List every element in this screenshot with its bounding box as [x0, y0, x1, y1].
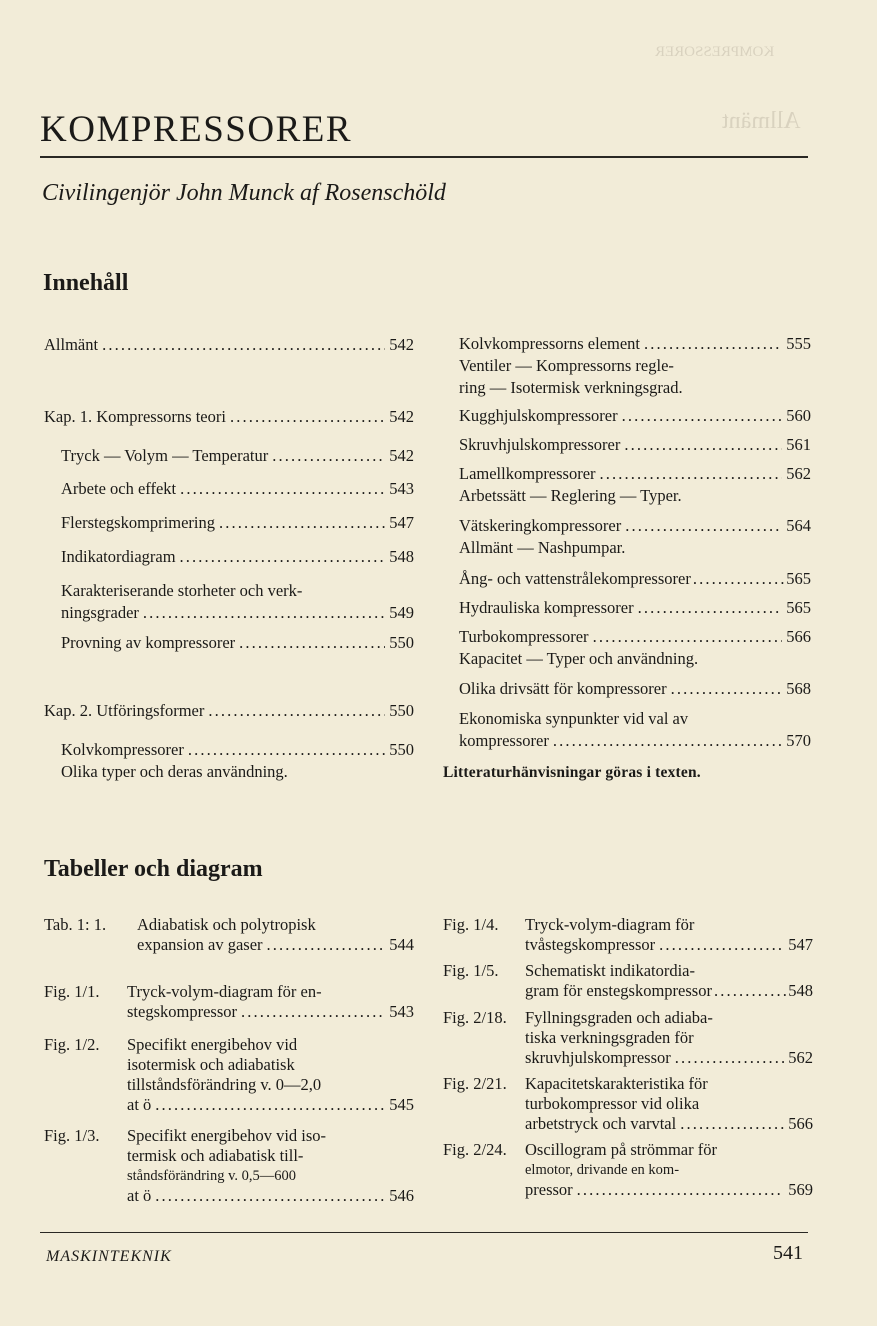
figure-text: Specifikt energibehov vid iso-	[127, 1126, 327, 1145]
author-line: Civilingenjör John Munck af Rosenschöld	[42, 180, 446, 206]
toc-entry	[459, 568, 811, 590]
figure-text: Adiabatisk och polytropisk	[137, 915, 316, 934]
leader-dots	[241, 1002, 385, 1022]
leader-dots	[693, 568, 784, 590]
figure-entry	[443, 1140, 813, 1202]
leader-dots	[622, 405, 783, 427]
toc-entry	[459, 434, 811, 456]
toc-label: Kap. 1. Kompressorns teori	[44, 407, 226, 426]
toc-page: 565	[786, 569, 811, 588]
figure-entry	[443, 961, 813, 1003]
leader-dots	[219, 512, 385, 534]
toc-page: 547	[389, 513, 414, 532]
toc-label: Ång- och vattenstrålekompressorer	[459, 569, 691, 588]
toc-label: Kolvkompressorns element	[459, 334, 641, 353]
figure-entry	[443, 1074, 813, 1136]
figure-entry	[44, 982, 414, 1024]
toc-page: 562	[786, 464, 811, 483]
toc-page: 549	[389, 603, 414, 622]
leader-dots	[593, 626, 783, 648]
toc-subtext: Ventiler — Kompressorns regle-	[459, 356, 674, 375]
figure-text: Schematiskt indikatordia-	[525, 961, 696, 980]
toc-page: 568	[786, 679, 811, 698]
toc-entry	[459, 626, 811, 670]
figure-text: skruvhjulskompressor	[525, 1048, 671, 1067]
figure-text: stegskompressor	[127, 1002, 237, 1021]
toc-label: Karakteriserande storheter och verk-	[61, 581, 303, 600]
toc-page: 570	[786, 731, 811, 750]
figure-label: Fig. 1/3.	[44, 1126, 100, 1145]
toc-page: 564	[786, 516, 811, 535]
leader-dots	[272, 445, 385, 467]
figure-text: at ö	[127, 1186, 152, 1205]
figure-page: 545	[389, 1095, 414, 1114]
toc-page: 542	[389, 335, 414, 354]
toc-entry	[61, 580, 414, 624]
leader-dots	[624, 434, 782, 456]
footer-rule	[40, 1232, 808, 1233]
leader-dots	[675, 1048, 785, 1068]
toc-subtext: Arbetssätt — Reglering — Typer.	[459, 486, 682, 505]
toc-page: 565	[786, 598, 811, 617]
leader-dots	[600, 463, 783, 485]
toc-label: Lamellkompressorer	[459, 464, 596, 483]
figure-text: expansion av gaser	[137, 935, 263, 954]
leader-dots	[680, 1114, 784, 1134]
leader-dots	[638, 597, 783, 619]
leader-dots	[625, 515, 782, 537]
toc-entry	[61, 478, 414, 500]
journal-name: MASKINTEKNIK	[46, 1248, 172, 1265]
figure-text: tillståndsförändring v. 0—2,0	[127, 1075, 322, 1094]
figure-text: elmotor, drivande en kom-	[525, 1162, 680, 1178]
leader-dots	[102, 334, 385, 356]
figure-page: 566	[788, 1114, 813, 1133]
toc-entry	[61, 632, 414, 654]
toc-label: Arbete och effekt	[61, 479, 177, 498]
figure-label: Fig. 2/24.	[443, 1140, 507, 1159]
toc-entry	[459, 333, 811, 399]
figure-text: Kapacitetskarakteristika för	[525, 1074, 708, 1093]
figure-label: Fig. 2/21.	[443, 1074, 507, 1093]
toc-label-cont: kompressorer	[459, 731, 549, 750]
toc-entry	[459, 708, 811, 752]
figure-entry	[443, 915, 813, 957]
toc-label: Flerstegskomprimering	[61, 513, 215, 532]
toc-page: 566	[786, 627, 811, 646]
toc-page: 542	[389, 407, 414, 426]
leader-dots	[671, 678, 783, 700]
leader-dots	[143, 602, 385, 624]
figure-text: at ö	[127, 1095, 152, 1114]
figure-page: 569	[788, 1180, 813, 1199]
toc-entry	[44, 406, 414, 428]
toc-subtext: Olika typer och deras användning.	[61, 762, 288, 781]
figure-text: isotermisk och adiabatisk	[127, 1055, 295, 1074]
toc-page: 550	[389, 701, 414, 720]
toc-entry	[61, 739, 414, 783]
leader-dots	[208, 700, 385, 722]
figure-page: 543	[389, 1002, 414, 1021]
figure-label: Fig. 1/2.	[44, 1035, 100, 1054]
figure-page: 548	[788, 981, 813, 1000]
toc-entry	[459, 463, 811, 507]
toc-label: Kugghjulskompressorer	[459, 406, 618, 425]
leader-dots	[180, 546, 386, 568]
figure-text: pressor	[525, 1180, 573, 1199]
toc-label: Allmänt	[44, 335, 99, 354]
toc-entry	[459, 597, 811, 619]
figure-label: Fig. 1/1.	[44, 982, 100, 1001]
figure-label: Fig. 1/5.	[443, 961, 499, 980]
leader-dots	[230, 406, 385, 428]
figure-page: 546	[389, 1186, 414, 1205]
toc-label: Kolvkompressorer	[61, 740, 184, 759]
tables-heading: Tabeller och diagram	[44, 856, 263, 882]
figure-label: Fig. 2/18.	[443, 1008, 507, 1027]
toc-label-cont: ningsgrader	[61, 603, 139, 622]
leader-dots	[180, 478, 385, 500]
leader-dots	[188, 739, 385, 761]
toc-entry	[61, 445, 414, 467]
figure-text: termisk och adiabatisk till-	[127, 1146, 304, 1165]
bleed-through-section: Allmänt	[722, 108, 801, 134]
toc-label: Vätskeringkompressorer	[459, 516, 622, 535]
leader-dots	[659, 935, 784, 955]
toc-label: Tryck — Volym — Temperatur	[61, 446, 269, 465]
toc-entry	[44, 700, 414, 722]
figure-text: gram för enstegskompressor	[525, 981, 712, 1000]
toc-page: 560	[786, 406, 811, 425]
toc-entry	[61, 546, 414, 568]
figure-label: Tab. 1: 1.	[44, 915, 107, 934]
toc-page: 542	[389, 446, 414, 465]
figure-label: Fig. 1/4.	[443, 915, 499, 934]
toc-label: Skruvhjulskompressorer	[459, 435, 621, 454]
toc-entry	[459, 678, 811, 700]
toc-subtext: Kapacitet — Typer och användning.	[459, 649, 699, 668]
toc-subtext: Allmänt — Nashpumpar.	[459, 538, 626, 557]
title-rule	[40, 156, 808, 158]
toc-entry	[459, 515, 811, 559]
leader-dots	[577, 1180, 785, 1200]
page-number: 541	[773, 1242, 803, 1264]
figure-entry	[443, 1008, 813, 1070]
toc-label: Kap. 2. Utföringsformer	[44, 701, 205, 720]
figure-entry	[44, 1035, 414, 1115]
toc-page: 555	[786, 334, 811, 353]
figure-text: Fyllningsgraden och adiaba-	[525, 1008, 713, 1027]
toc-page: 550	[389, 740, 414, 759]
toc-page: 550	[389, 633, 414, 652]
figure-text: Specifikt energibehov vid	[127, 1035, 298, 1054]
figure-page: 547	[788, 935, 813, 954]
toc-entry	[459, 405, 811, 427]
leader-dots	[239, 632, 385, 654]
figure-text: arbetstryck och varvtal	[525, 1114, 677, 1133]
figure-text: Tryck-volym-diagram för	[525, 915, 695, 934]
leader-dots	[644, 333, 782, 355]
bleed-through-header: KOMPRESSORER	[655, 44, 775, 60]
toc-label: Hydrauliska kompressorer	[459, 598, 634, 617]
leader-dots	[155, 1095, 385, 1115]
toc-label: Provning av kompressorer	[61, 633, 236, 652]
toc-page: 543	[389, 479, 414, 498]
figure-page: 544	[389, 935, 414, 954]
figure-text: Tryck-volym-diagram för en-	[127, 982, 322, 1001]
figure-text: ståndsförändring v. 0,5—600	[127, 1168, 297, 1184]
toc-page: 561	[786, 435, 811, 454]
toc-entry	[44, 334, 414, 356]
figure-text: tvåstegskompressor	[525, 935, 656, 954]
toc-subtext: ring — Isotermisk verkningsgrad.	[459, 378, 683, 397]
toc-entry	[61, 512, 414, 534]
toc-label: Indikatordiagram	[61, 547, 176, 566]
figure-entry	[44, 1126, 414, 1206]
toc-label: Turbokompressorer	[459, 627, 589, 646]
toc-page: 548	[389, 547, 414, 566]
literature-note: Litteraturhänvisningar göras i texten.	[443, 764, 701, 781]
contents-heading: Innehåll	[43, 270, 129, 296]
page-title: KOMPRESSORER	[40, 109, 353, 150]
leader-dots	[267, 935, 386, 955]
figure-text: turbokompressor vid olika	[525, 1094, 700, 1113]
figure-text: tiska verkningsgraden för	[525, 1028, 694, 1047]
leader-dots	[155, 1186, 385, 1206]
figure-text: Oscillogram på strömmar för	[525, 1140, 717, 1159]
figure-entry	[44, 915, 414, 957]
figure-page: 562	[788, 1048, 813, 1067]
leader-dots	[553, 730, 782, 752]
toc-label: Olika drivsätt för kompressorer	[459, 679, 667, 698]
toc-label: Ekonomiska synpunkter vid val av	[459, 709, 689, 728]
leader-dots	[714, 981, 786, 1001]
